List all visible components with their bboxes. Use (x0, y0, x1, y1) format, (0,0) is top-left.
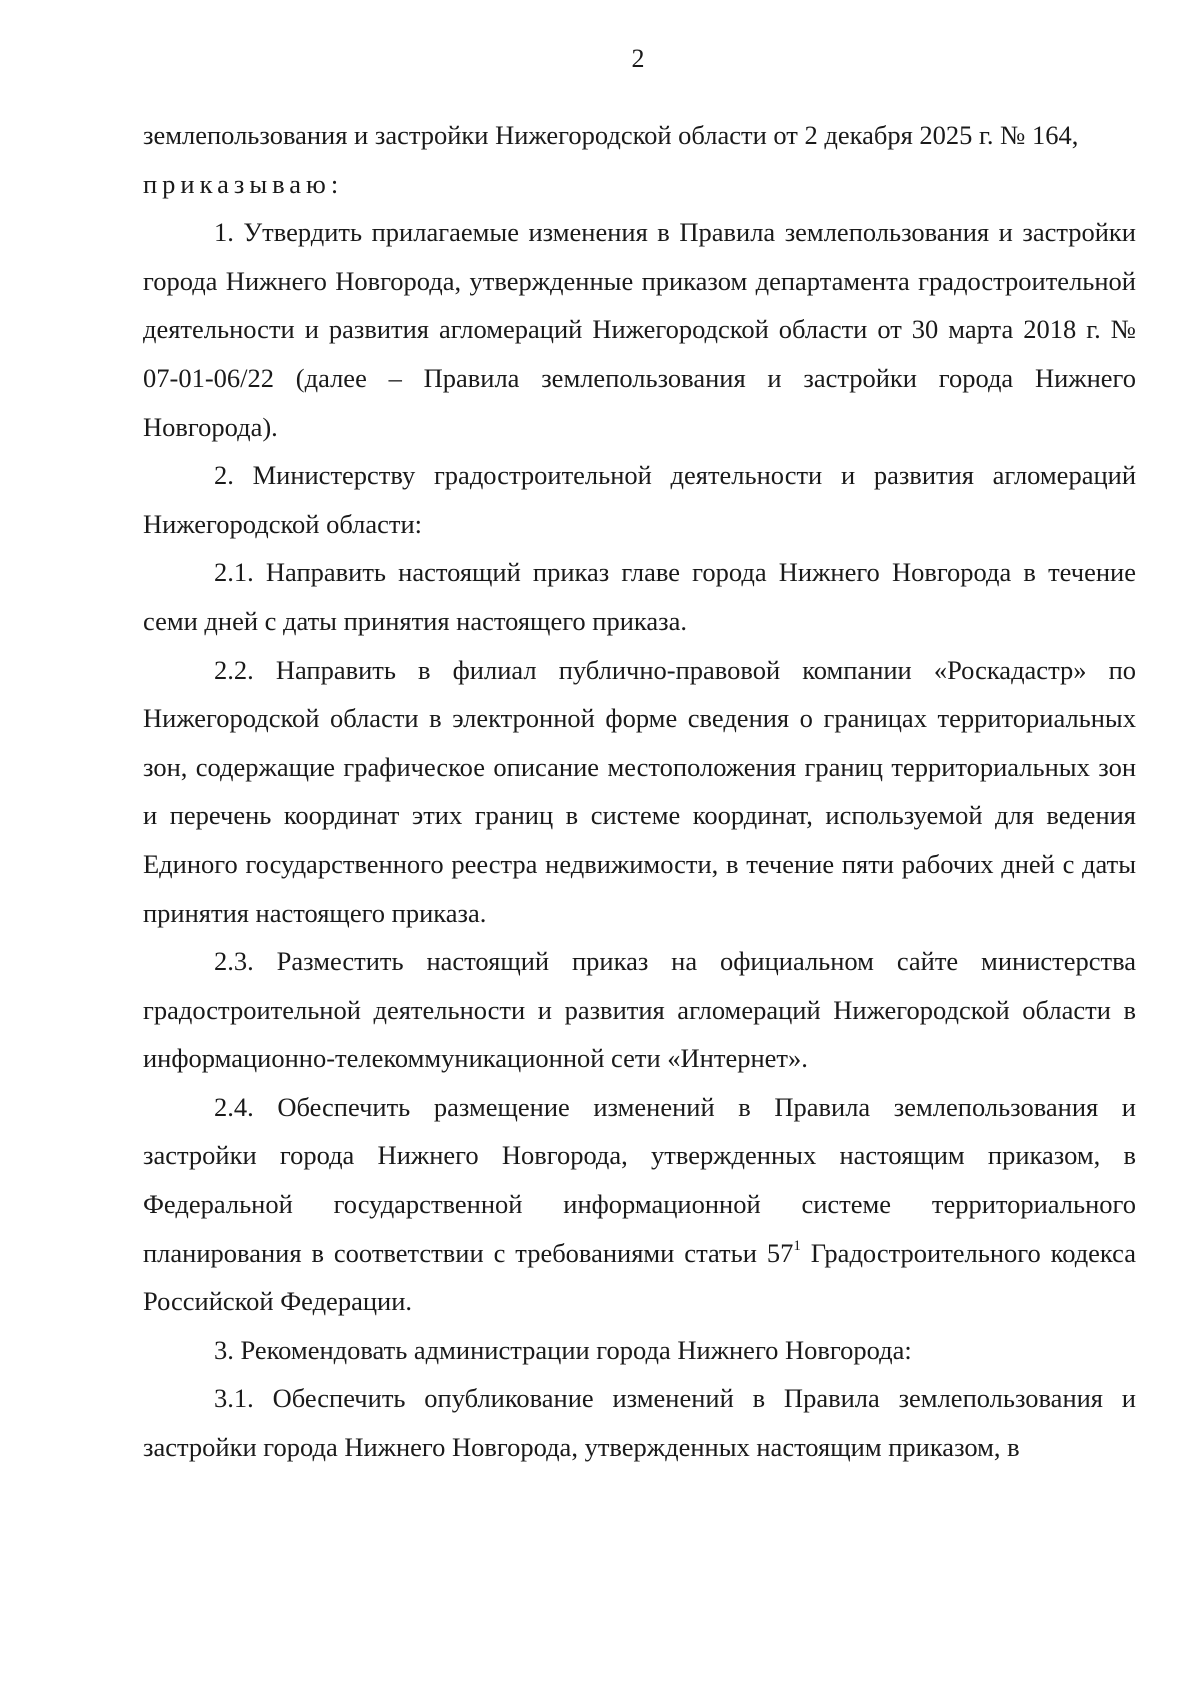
paragraph-item-2-3: 2.3. Разместить настоящий приказ на официальном сайте министерства градостроительной деятельности и развития агломераций Нижегородской области в информационно-телекоммуникационной сети «Интернет». (143, 946, 1136, 1074)
paragraph-item-2-1: 2.1. Направить настоящий приказ главе города Нижнего Новгорода в течение семи дней с даты принятия настоящего приказа. (143, 557, 1136, 636)
paragraph-item-3: 3. Рекомендовать администрации города Нижнего Новгорода: (214, 1334, 912, 1365)
document-body (143, 111, 1136, 1472)
paragraph-item-2-2: 2.2. Направить в филиал публично-правовой компании «Роскадастр» по Нижегородской области в электронной форме сведения о границах территориальных зон, содержащие графическое описание местоположения границ территориальных зон и перечень координат этих границ в системе координат, используемой для ведения Единого государственного реестра недвижимости, в течение пяти рабочих дней с даты принятия настоящего приказа. (143, 654, 1136, 928)
paragraph-item-2: 2. Министерству градостроительной деятельности и развития агломераций Нижегородской области: (143, 460, 1136, 539)
paragraph-preamble-end: землепользования и застройки Нижегородской области от 2 декабря 2025 г. № 164, (143, 120, 1079, 150)
paragraph-item-2-4-text-before: 2.4. Обеспечить размещение изменений в Правила землепользования и застройки города Нижнего Новгорода, утвержденных настоящим приказом, в Федеральной государственной информационной системе территориального планирования в соответствии с требованиями статьи 57 (143, 1091, 1136, 1268)
paragraph-item-2-4-text-after: Градостроительного кодекса Российской Федерации. (143, 1237, 1136, 1317)
paragraph-order-word: приказываю: (143, 168, 344, 199)
paragraph-item-3-1: 3.1. Обеспечить опубликование изменений в Правила землепользования и застройки города Нижнего Новгорода, утвержденных настоящим приказом, в (143, 1383, 1136, 1463)
article-superscript: 1 (793, 1237, 801, 1254)
paragraph-item-1: 1. Утвердить прилагаемые изменения в Правила землепользования и застройки города Нижнего Новгорода, утвержденные приказом департамента градостроительной деятельности и развития агломераций Нижегородской области от 30 марта 2018 г. № 07-01-06/22 (далее – Правила землепользования и застройки города Нижнего Новгорода). (143, 217, 1136, 442)
paragraph-item-2-4 (143, 1083, 1136, 1326)
page-number: 2 (631, 44, 645, 73)
